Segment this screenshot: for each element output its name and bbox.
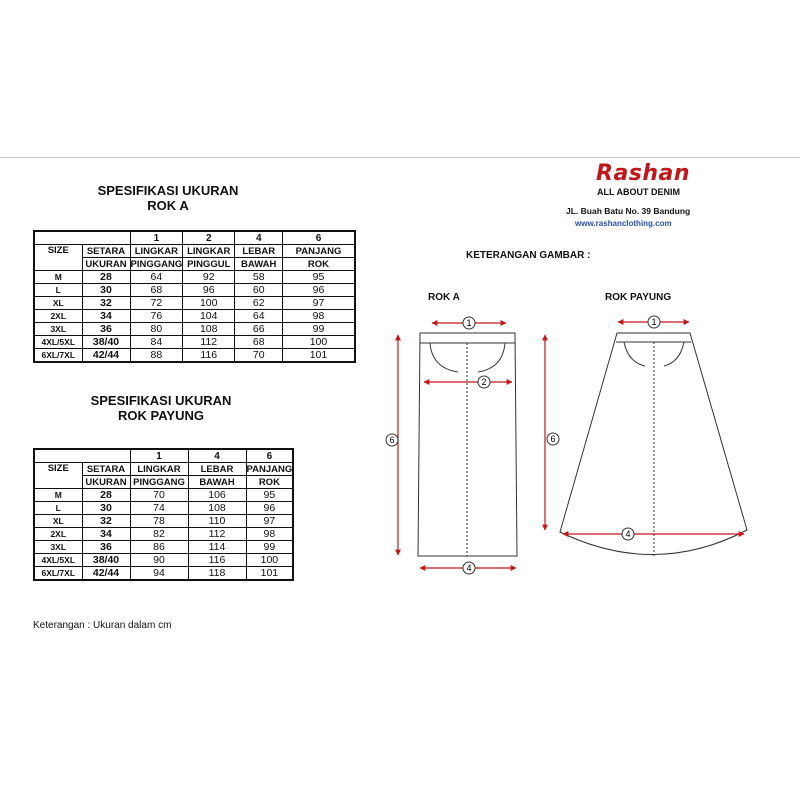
size-cell: 3XL: [34, 541, 82, 554]
column-subheader: PINGGANG: [130, 476, 188, 489]
measurement-cell: 100: [283, 336, 355, 349]
measurement-cell: 76: [130, 310, 183, 323]
size-cell: 2XL: [34, 528, 82, 541]
measurement-cell: 106: [188, 489, 246, 502]
measurement-cell: 94: [130, 567, 188, 581]
measurement-cell: 95: [283, 271, 355, 284]
rok-payung-left-pocket: [624, 342, 645, 366]
size-cell: XL: [34, 297, 82, 310]
measurement-cell: 98: [246, 528, 293, 541]
ukuran-header: UKURAN: [82, 476, 130, 489]
ukuran-header: UKURAN: [82, 258, 130, 271]
marker-a-1: [463, 317, 475, 329]
marker-b-4: [622, 528, 634, 540]
marker-a-2: [478, 376, 490, 388]
size-cell: XL: [34, 515, 82, 528]
measurement-cell: 95: [246, 489, 293, 502]
measurement-cell: 116: [183, 349, 235, 363]
svg-text:4: 4: [625, 529, 631, 539]
svg-text:1: 1: [466, 318, 472, 328]
equivalent-size-cell: 30: [82, 502, 130, 515]
measurement-cell: 72: [130, 297, 183, 310]
size-cell: M: [34, 271, 82, 284]
equivalent-size-cell: 42/44: [82, 567, 130, 581]
measurement-cell: 82: [130, 528, 188, 541]
column-subheader: ROK: [246, 476, 293, 489]
equivalent-size-cell: 32: [82, 515, 130, 528]
svg-text:1: 1: [651, 317, 657, 327]
measurement-cell: 99: [283, 323, 355, 336]
measurement-cell: 96: [183, 284, 235, 297]
marker-b-6: [547, 433, 559, 445]
measurement-cell: 118: [188, 567, 246, 581]
equivalent-size-cell: 32: [82, 297, 130, 310]
table-b-title-line2: ROK PAYUNG: [118, 408, 204, 423]
column-header: PANJANG: [246, 463, 293, 475]
svg-text:4: 4: [466, 563, 472, 573]
equivalent-size-cell: 38/40: [82, 554, 130, 567]
rok-payung-measures: [545, 322, 744, 534]
column-header: PANJANG: [283, 245, 355, 258]
size-cell: 6XL/7XL: [34, 567, 82, 581]
column-number: 4: [235, 231, 283, 245]
measurement-cell: 74: [130, 502, 188, 515]
column-number: 2: [183, 231, 235, 245]
size-cell: 3XL: [34, 323, 82, 336]
size-header: SIZE: [34, 245, 82, 271]
measurement-cell: 100: [183, 297, 235, 310]
table-a-title-line1: SPESIFIKASI UKURAN: [97, 183, 239, 198]
measurement-cell: 97: [246, 515, 293, 528]
measurement-cell: 92: [183, 271, 235, 284]
measurement-cell: 116: [188, 554, 246, 567]
equivalent-size-cell: 28: [82, 271, 130, 284]
setara-header: SETARA: [82, 463, 130, 476]
column-header: LEBAR: [188, 463, 246, 476]
measurement-cell: 98: [283, 310, 355, 323]
rok-payung-drawing: [560, 333, 747, 558]
measurement-cell: 108: [188, 502, 246, 515]
measurement-cell: 112: [188, 528, 246, 541]
measurement-cell: 84: [130, 336, 183, 349]
measurement-cell: 108: [183, 323, 235, 336]
size-cell: L: [34, 284, 82, 297]
svg-text:6: 6: [389, 435, 395, 445]
rok-a-left-pocket: [430, 343, 458, 372]
measurement-cell: 60: [235, 284, 283, 297]
brand-address: JL. Buah Batu No. 39 Bandung: [566, 206, 691, 216]
size-cell: 2XL: [34, 310, 82, 323]
size-cell: 4XL/5XL: [34, 554, 82, 567]
size-cell: M: [34, 489, 82, 502]
column-subheader: ROK: [283, 258, 355, 271]
rok-payung-label: ROK PAYUNG: [605, 292, 672, 303]
marker-b-1: [648, 316, 660, 328]
measurement-cell: 66: [235, 323, 283, 336]
measurement-cell: 112: [183, 336, 235, 349]
table-b-title-line1: SPESIFIKASI UKURAN: [90, 393, 232, 408]
setara-header: SETARA: [82, 245, 130, 258]
measurement-cell: 68: [130, 284, 183, 297]
equivalent-size-cell: 30: [82, 284, 130, 297]
measurement-cell: 70: [235, 349, 283, 363]
measurement-cell: 99: [246, 541, 293, 554]
column-subheader: BAWAH: [188, 476, 246, 489]
column-header: LINGKAR: [130, 245, 183, 258]
column-number: 4: [188, 449, 246, 463]
measurement-cell: 101: [246, 567, 293, 581]
rok-a-right-pocket: [478, 343, 505, 372]
rok-payung-right-pocket: [664, 342, 684, 366]
column-number: 6: [283, 231, 355, 245]
equivalent-size-cell: 28: [82, 489, 130, 502]
measurement-cell: 68: [235, 336, 283, 349]
svg-text:6: 6: [550, 434, 556, 444]
column-subheader: BAWAH: [235, 258, 283, 271]
marker-a-6: [386, 434, 398, 446]
column-header: LINGKAR: [130, 463, 188, 476]
svg-text:2: 2: [481, 377, 487, 387]
measurement-cell: 110: [188, 515, 246, 528]
measurement-cell: 96: [283, 284, 355, 297]
measurement-cell: 64: [235, 310, 283, 323]
measurement-cell: 104: [183, 310, 235, 323]
measurement-cell: 70: [130, 489, 188, 502]
equivalent-size-cell: 34: [82, 528, 130, 541]
brand-website-link[interactable]: www.rashanclothing.com: [575, 219, 672, 228]
rok-a-label: ROK A: [428, 292, 460, 303]
rok-a-measures: [398, 323, 516, 568]
measurement-cell: 101: [283, 349, 355, 363]
brand-tagline: ALL ABOUT DENIM: [597, 187, 680, 197]
column-number: 6: [246, 449, 293, 463]
size-cell: 6XL/7XL: [34, 349, 82, 363]
table-a-title-line2: ROK A: [147, 198, 189, 213]
equivalent-size-cell: 36: [82, 541, 130, 554]
measurement-cell: 86: [130, 541, 188, 554]
measurement-cell: 64: [130, 271, 183, 284]
measurement-cell: 58: [235, 271, 283, 284]
size-cell: 4XL/5XL: [34, 336, 82, 349]
equivalent-size-cell: 42/44: [82, 349, 130, 363]
size-header: SIZE: [34, 463, 82, 489]
column-subheader: PINGGUL: [183, 258, 235, 271]
measurement-cell: 97: [283, 297, 355, 310]
measurement-cell: 96: [246, 502, 293, 515]
measurement-cell: 114: [188, 541, 246, 554]
measurement-cell: 62: [235, 297, 283, 310]
equivalent-size-cell: 36: [82, 323, 130, 336]
column-number: 1: [130, 231, 183, 245]
equivalent-size-cell: 34: [82, 310, 130, 323]
measurement-cell: 90: [130, 554, 188, 567]
measurement-cell: 88: [130, 349, 183, 363]
marker-a-4: [463, 562, 475, 574]
rok-a-drawing: [418, 333, 517, 556]
legend-heading: KETERANGAN GAMBAR :: [466, 250, 591, 261]
brand-logo: Rashan: [596, 161, 691, 186]
column-subheader: PINGGANG: [130, 258, 183, 270]
column-number: 1: [130, 449, 188, 463]
column-header: LEBAR: [235, 245, 283, 258]
unit-note: Keterangan : Ukuran dalam cm: [33, 620, 172, 631]
measurement-cell: 100: [246, 554, 293, 567]
column-header: LINGKAR: [183, 245, 235, 258]
equivalent-size-cell: 38/40: [82, 336, 130, 349]
measurement-cell: 78: [130, 515, 188, 528]
measurement-cell: 80: [130, 323, 183, 336]
size-cell: L: [34, 502, 82, 515]
